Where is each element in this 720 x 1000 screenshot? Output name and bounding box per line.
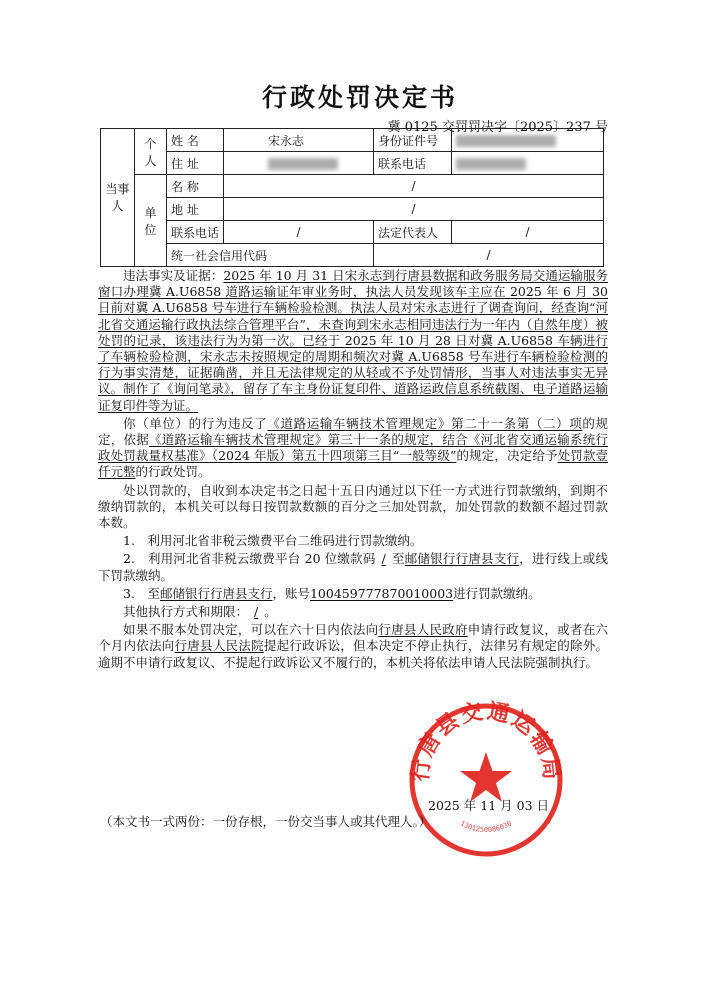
name-label: 姓 名	[167, 129, 224, 152]
redacted-address	[268, 158, 338, 170]
footer-note: （本文书一式两份：一份存根，一份交当事人或其代理人。）	[100, 814, 432, 829]
violated-law: 《道路运输车辆技术管理规定》第二十一条第（二）项	[267, 415, 583, 431]
method3-text-a: 3. 至	[123, 585, 160, 601]
unit-address-value: /	[224, 198, 604, 221]
name-value: 宋永志	[268, 133, 305, 148]
method2-text-a: 2. 利用河北省非税云缴费平台 20 位缴款码	[123, 551, 376, 567]
facts-paragraph	[98, 268, 608, 414]
violation-text-3: 的规定，决定给予	[456, 448, 558, 464]
appeal-paragraph	[98, 622, 608, 671]
payment-method-1: 1. 利用河北省非税云缴费平台二维码进行罚款缴纳。	[123, 533, 423, 549]
redacted-id	[456, 135, 556, 147]
credit-code-value: /	[374, 244, 604, 267]
svg-text:1301250086030	[459, 819, 513, 834]
redacted-phone	[456, 158, 526, 170]
address-label: 住 址	[167, 152, 224, 175]
method2-text-c: ，进行线上或线下罚款缴纳。	[98, 551, 608, 583]
party-label: 当事人	[101, 129, 135, 267]
penalty: 处罚款壹仟元整	[98, 448, 608, 480]
seal-text: 行唐县交通运输局	[408, 700, 564, 783]
payment-method-2	[98, 551, 608, 583]
name-cell	[224, 129, 374, 152]
unit-name-value: /	[224, 175, 604, 198]
legal-rep-value: /	[452, 221, 604, 244]
appeal-text-c: 提起行政诉讼，但本决定不停止执行，法律另有规定的除外。逾期不申请行政复议、不提起行政诉讼又不履行的，本机关将依法申请人民法院强制执行。	[98, 638, 608, 670]
appeal-court: 行唐县人民法院	[174, 638, 264, 654]
issue-date: 2025 年 11 月 03 日	[428, 798, 549, 813]
appeal-government: 行唐县人民政府	[378, 622, 468, 638]
unit-phone-label: 联系电话	[167, 221, 224, 244]
appeal-text-b: 申请行政复议，或者在六个月内依法向	[98, 622, 608, 654]
id-label: 身份证件号	[374, 129, 452, 152]
violation-text-4: 的行政处罚。	[135, 464, 211, 480]
method3-text-c: 进行罚款缴纳。	[453, 585, 541, 601]
seal-number: 1301250086030	[458, 819, 514, 834]
other-value: /	[254, 604, 259, 620]
violation-text-2: 的规定，依据	[98, 415, 608, 448]
other-execution	[98, 604, 608, 620]
facts-text: 2025 年 10 月 31 日宋永志到行唐县数据和政务服务局交通运输服务窗口办理冀 A.U6858 道路运输证年审业务时，执法人员发现该车主应在 2025 年 6 月 30 日前对冀 A.U6858 号车进行车辆检验检测。执法人员对宋永志进行了调查询问，经查询“河北省交通运输行政执法综合管理平台”，未查询到宋永志相同违法行为一年内（自然年度）被处罚的记录，该违法行为为第一次。已经于 2025 年 10 月 28 日对冀 A.U6858 车辆进行了车辆检验检测，宋永志未按照规定的周期和频次对冀 A.U6858 号车进行车辆检验检测的行为事实清楚，证据确凿，并且无法律规定的从轻或不予处罚情形，当事人对违法事实无异议。制作了《询问笔录》，留存了车主身份证复印件、道路运政信息系统截图、电子道路运输证复印件等为证。	[98, 268, 608, 413]
individual-label: 个人	[135, 129, 167, 175]
violation-paragraph	[98, 416, 608, 481]
appeal-text-a: 如果不服本处罚决定，可以在六十日内依法向	[123, 622, 379, 638]
id-value	[452, 129, 604, 152]
payment-intro: 处以罚款的，自收到本决定书之日起十五日内通过以下任一方式进行罚款缴纳，到期不缴纳罚款的，本机关可以每日按罚款数额的百分之三加处罚款，加处罚款的数额不超过罚款本数。	[98, 482, 608, 531]
payment-method-3	[98, 586, 608, 602]
unit-phone-value: /	[224, 221, 374, 244]
unit-name-label: 名 称	[167, 175, 224, 198]
document-body	[98, 268, 608, 673]
document-title: 行政处罚决定书	[261, 83, 458, 112]
method3-bank: 邮储银行行唐县支行	[159, 585, 273, 601]
violation-text-1: 你（单位）的行为违反了	[123, 415, 268, 431]
official-seal-icon	[406, 700, 566, 860]
other-text-b: 。	[264, 604, 277, 620]
method3-text-b: ，账号	[272, 585, 310, 601]
unit-address-label: 地 址	[167, 198, 224, 221]
method2-text-b: 至	[391, 551, 405, 567]
unit-label: 单位	[135, 175, 167, 267]
method2-bank: 邮储银行行唐县支行	[404, 551, 520, 567]
party-info-table	[100, 128, 604, 267]
phone-value	[452, 152, 604, 175]
payment-code: /	[381, 551, 386, 567]
basis-law: 《道路运输车辆技术管理规定》第三十一条的规定，结合《河北省交通运输系统行政处罚裁量权基准》（2024 年版）第五十四项第三目“一般等级”	[98, 432, 608, 464]
document-number: 冀 0125 交罚罚决字〔2025〕237 号	[387, 120, 608, 135]
legal-rep-label: 法定代表人	[374, 221, 452, 244]
address-value	[224, 152, 374, 175]
phone-label: 联系电话	[374, 152, 452, 175]
facts-intro: 违法事实及证据：	[123, 268, 224, 283]
credit-code-label: 统一社会信用代码	[167, 244, 374, 267]
bank-account: 100459777870010003	[309, 585, 454, 601]
other-text-a: 其他执行方式和期限：	[123, 604, 249, 620]
